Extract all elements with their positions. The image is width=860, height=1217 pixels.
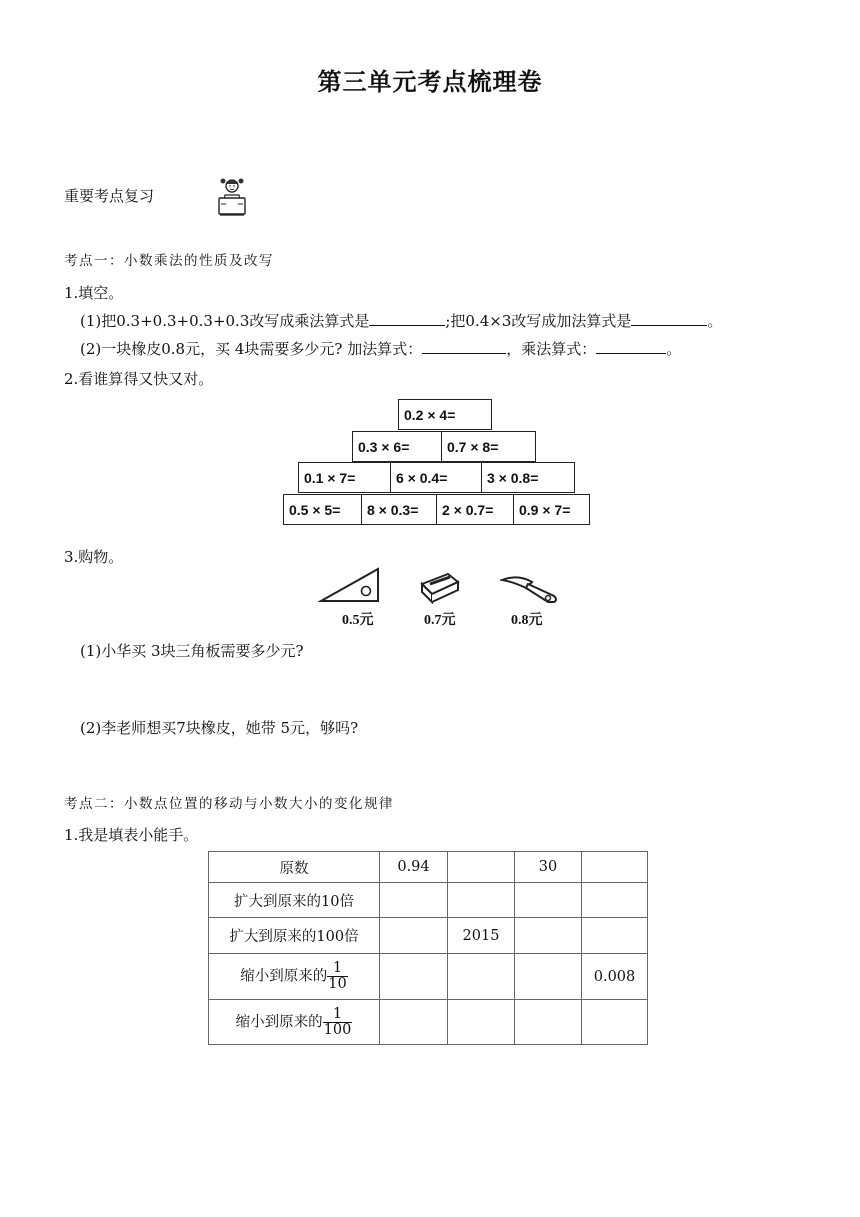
table-cell[interactable]: 0.94 bbox=[380, 852, 448, 883]
item-price: 0.8元 bbox=[511, 613, 543, 628]
fraction bbox=[327, 961, 347, 992]
page-title: 第三单元考点梳理卷 bbox=[317, 68, 543, 96]
brick-cell: 0.5 × 5= bbox=[283, 494, 362, 525]
fraction-denominator: 10 bbox=[328, 976, 347, 992]
table-row bbox=[209, 918, 648, 954]
table-cell[interactable]: 30 bbox=[515, 852, 582, 883]
table-cell[interactable] bbox=[582, 918, 648, 954]
q3b-text: (2)李老师想买7块橡皮，她带 5元，够吗? bbox=[80, 719, 359, 737]
table-row bbox=[209, 1000, 648, 1045]
q3a-text: (1)小华买 3块三角板需要多少元? bbox=[80, 642, 304, 660]
brick-cell: 8 × 0.3= bbox=[361, 494, 437, 525]
table-cell[interactable] bbox=[380, 918, 448, 954]
q1a-end: 。 bbox=[707, 312, 723, 330]
fraction-numerator: 1 bbox=[323, 1007, 353, 1023]
table-cell[interactable] bbox=[515, 1000, 582, 1045]
brick-cell: 3 × 0.8= bbox=[481, 462, 575, 493]
q1a-middle: ;把0.4×3改写成加法算式是 bbox=[445, 312, 632, 330]
table-cell[interactable] bbox=[448, 852, 515, 883]
table-cell[interactable] bbox=[582, 883, 648, 918]
brick-cell: 6 × 0.4= bbox=[390, 462, 482, 493]
item-price: 0.7元 bbox=[424, 613, 456, 628]
table-cell[interactable] bbox=[515, 954, 582, 1000]
table-cell[interactable]: 2015 bbox=[448, 918, 515, 954]
eraser-icon bbox=[416, 570, 464, 604]
brick-cell: 0.3 × 6= bbox=[352, 431, 442, 462]
table-cell[interactable] bbox=[448, 883, 515, 918]
fraction-numerator: 1 bbox=[327, 961, 347, 977]
table-cell[interactable] bbox=[448, 954, 515, 1000]
row-label bbox=[209, 1000, 380, 1045]
brick-cell: 2 × 0.7= bbox=[436, 494, 514, 525]
row-label-text: 缩小到原来的 bbox=[235, 1014, 323, 1030]
table-cell[interactable] bbox=[380, 1000, 448, 1045]
row-label-text: 缩小到原来的 bbox=[240, 968, 328, 985]
table-cell[interactable] bbox=[582, 852, 648, 883]
q1b-end: 。 bbox=[666, 340, 682, 358]
brick-cell: 0.1 × 7= bbox=[298, 462, 391, 493]
fraction-denominator: 100 bbox=[323, 1021, 352, 1038]
point1-heading: 考点一：小数乘法的性质及改写 bbox=[64, 253, 274, 269]
table-row bbox=[209, 883, 648, 918]
row-label: 扩大到原来的100倍 bbox=[209, 918, 380, 954]
q1b-prefix: (2)一块橡皮0.8元，买 4块需要多少元? 加法算式： bbox=[80, 340, 423, 358]
brick-cell: 0.2 × 4= bbox=[398, 399, 492, 430]
triangle-ruler-icon bbox=[318, 566, 382, 606]
table-cell[interactable] bbox=[380, 954, 448, 1000]
q1b-middle: ，乘法算式： bbox=[506, 340, 597, 358]
brick-cell: 0.7 × 8= bbox=[441, 431, 536, 462]
knife-icon bbox=[500, 572, 562, 606]
fraction bbox=[323, 1007, 353, 1038]
row-label: 原数 bbox=[209, 852, 380, 883]
fill-table bbox=[208, 851, 648, 1045]
q1b-line bbox=[80, 338, 681, 359]
q2-label: 2.看谁算得又快又对。 bbox=[64, 370, 214, 388]
q1-label: 1.填空。 bbox=[64, 284, 124, 302]
table-cell[interactable]: 0.008 bbox=[582, 954, 648, 1000]
review-label: 重要考点复习 bbox=[64, 187, 155, 205]
q1a-prefix: (1)把0.3+0.3+0.3+0.3改写成乘法算式是 bbox=[80, 312, 370, 330]
girl-reading-icon bbox=[214, 175, 250, 219]
brick-cell: 0.9 × 7= bbox=[513, 494, 590, 525]
row-label bbox=[209, 954, 380, 1000]
table-cell[interactable] bbox=[515, 883, 582, 918]
table-row bbox=[209, 852, 648, 883]
answer-blank[interactable] bbox=[631, 311, 707, 326]
table-cell[interactable] bbox=[582, 1000, 648, 1045]
table-row bbox=[209, 954, 648, 1000]
item-price: 0.5元 bbox=[342, 613, 374, 628]
row-label: 扩大到原来的10倍 bbox=[209, 883, 380, 918]
p2-q1-label: 1.我是填表小能手。 bbox=[64, 826, 199, 844]
q1a-line bbox=[80, 310, 722, 331]
q3-label: 3.购物。 bbox=[64, 548, 124, 566]
answer-blank[interactable] bbox=[596, 339, 666, 354]
table-cell[interactable] bbox=[380, 883, 448, 918]
table-cell[interactable] bbox=[448, 1000, 515, 1045]
answer-blank[interactable] bbox=[369, 311, 445, 326]
table-cell[interactable] bbox=[515, 918, 582, 954]
point2-heading: 考点二：小数点位置的移动与小数大小的变化规律 bbox=[64, 796, 394, 812]
answer-blank[interactable] bbox=[422, 339, 506, 354]
